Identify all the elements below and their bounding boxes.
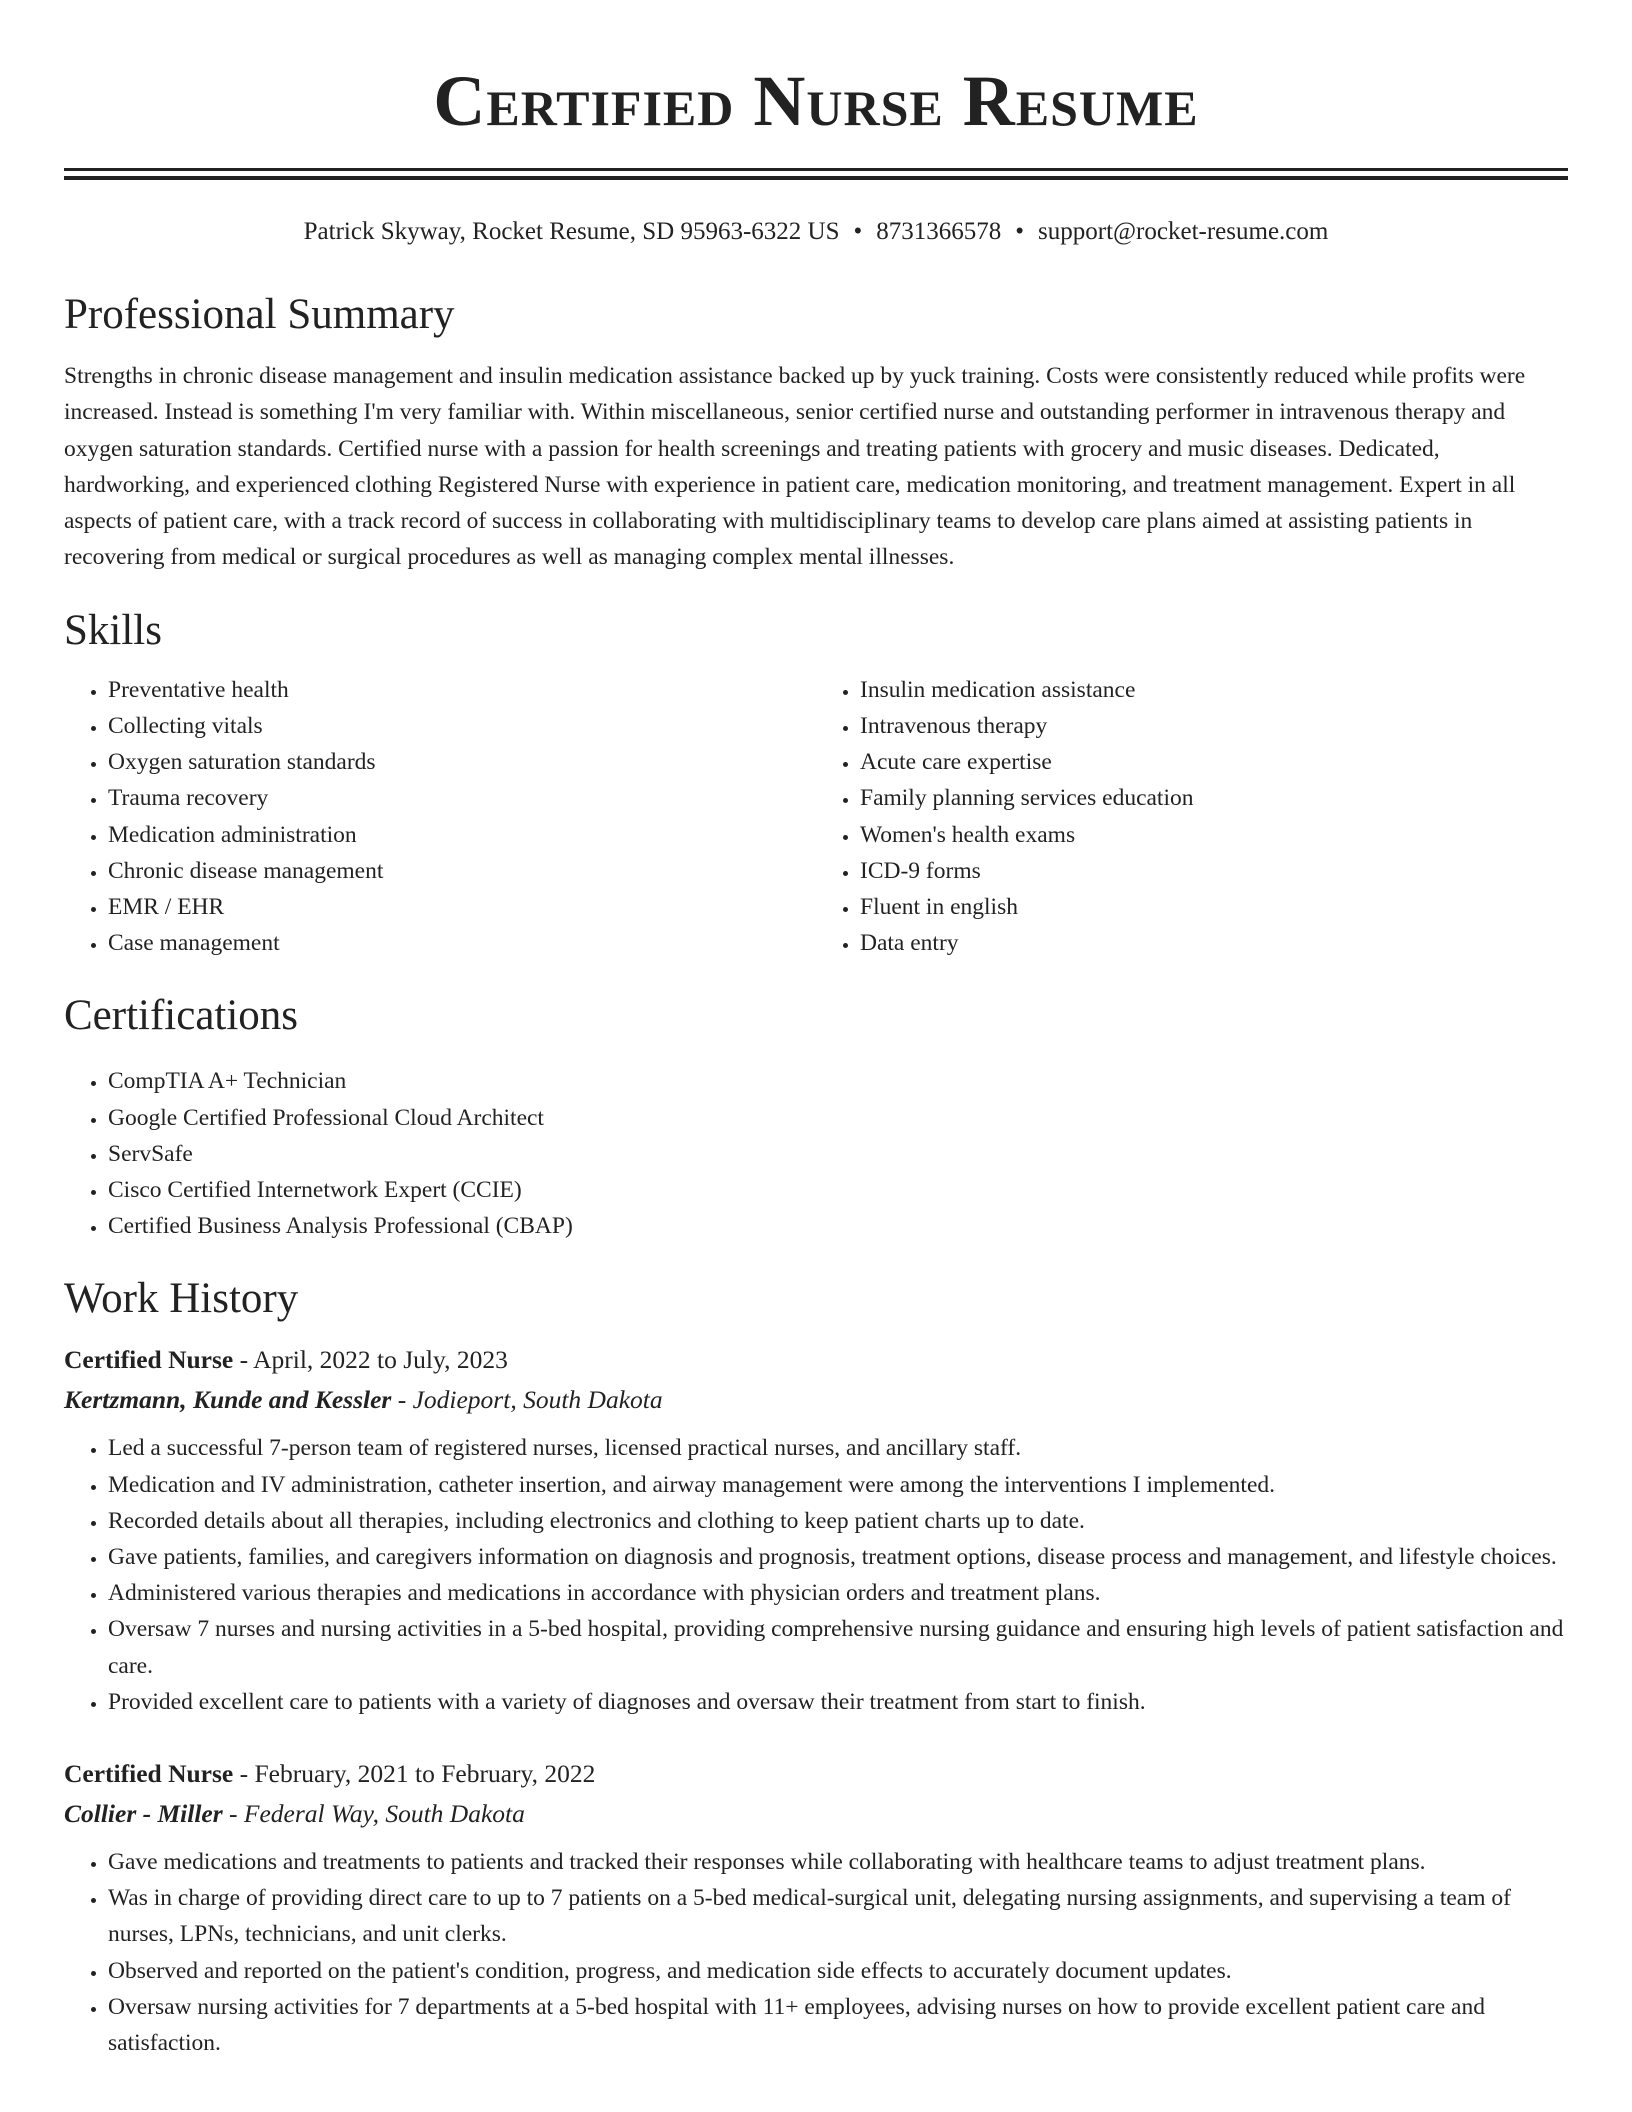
skill-item: • Chronic disease management bbox=[108, 853, 816, 889]
responsibility-item: • Was in charge of providing direct care to up to 7 patients on a 5-bed medical-surgical unit, delegating nursing assignments, and supervising a team of nurses, LPNs, technicians, and unit clerks. bbox=[108, 1880, 1568, 1952]
work-history-heading: Work History bbox=[64, 1275, 299, 1323]
responsibility-item: • Provided excellent care to patients with a variety of diagnoses and oversaw their treatment from start to finish. bbox=[108, 1684, 1568, 1720]
job-title-line bbox=[64, 1340, 1568, 1380]
skill-item: • ICD-9 forms bbox=[860, 853, 1568, 889]
responsibility-item: • Oversaw 7 nurses and nursing activities in a 5-bed hospital, providing comprehensive nursing guidance and ensuring high levels of patient satisfaction and care. bbox=[108, 1611, 1568, 1683]
skills-list-left bbox=[64, 672, 816, 962]
skills-columns bbox=[64, 672, 1568, 962]
job-title: Certified Nurse bbox=[64, 1345, 234, 1375]
job-dates: - April, 2022 to July, 2023 bbox=[233, 1345, 508, 1375]
contact-line bbox=[64, 216, 1568, 248]
certification-item: • ServSafe bbox=[108, 1136, 1568, 1172]
skills-heading: Skills bbox=[64, 606, 162, 654]
job-company: Collier - Miller bbox=[64, 1799, 223, 1829]
skill-item: • Family planning services education bbox=[860, 780, 1568, 816]
job-entry bbox=[64, 1754, 1568, 2061]
skill-item: • Preventative health bbox=[108, 672, 816, 708]
responsibility-item: • Gave patients, families, and caregivers information on diagnosis and prognosis, treatment options, disease process and management, and lifestyle choices. bbox=[108, 1539, 1568, 1575]
job-location: - Federal Way, South Dakota bbox=[222, 1799, 525, 1829]
skills-list-right bbox=[816, 672, 1568, 962]
summary-heading: Professional Summary bbox=[64, 291, 455, 338]
contact-phone: 8731366578 bbox=[876, 218, 1002, 245]
job-location: - Jodieport, South Dakota bbox=[391, 1385, 663, 1415]
certification-item: • Google Certified Professional Cloud Architect bbox=[108, 1100, 1568, 1136]
job-company-line bbox=[64, 1380, 1568, 1420]
skill-item: • Acute care expertise bbox=[860, 744, 1568, 780]
certifications-list bbox=[64, 1063, 1568, 1244]
skill-item: • Data entry bbox=[860, 925, 1568, 961]
job-title: Certified Nurse bbox=[64, 1759, 234, 1789]
contact-address: Patrick Skyway, Rocket Resume, SD 95963-6322 US bbox=[303, 218, 840, 245]
job-dates: - February, 2021 to February, 2022 bbox=[233, 1759, 596, 1789]
certification-item: • CompTIA A+ Technician bbox=[108, 1063, 1568, 1099]
job-company: Kertzmann, Kunde and Kessler bbox=[64, 1385, 392, 1415]
contact-separator: • bbox=[1015, 218, 1025, 245]
title-divider bbox=[64, 168, 1568, 180]
skill-item: • Trauma recovery bbox=[108, 780, 816, 816]
responsibility-item: • Administered various therapies and medications in accordance with physician orders and treatment plans. bbox=[108, 1575, 1568, 1611]
certifications-heading: Certifications bbox=[64, 992, 299, 1040]
skill-item: • Women's health exams bbox=[860, 817, 1568, 853]
job-responsibilities bbox=[64, 1844, 1568, 2061]
job-entry bbox=[64, 1340, 1568, 1720]
responsibility-item: • Recorded details about all therapies, including electronics and clothing to keep patient charts up to date. bbox=[108, 1503, 1568, 1539]
certification-item: • Cisco Certified Internetwork Expert (CCIE) bbox=[108, 1172, 1568, 1208]
responsibility-item: • Observed and reported on the patient's condition, progress, and medication side effects to accurately document updates. bbox=[108, 1953, 1568, 1989]
skill-item: • Oxygen saturation standards bbox=[108, 744, 816, 780]
responsibility-item: • Medication and IV administration, catheter insertion, and airway management were among the interventions I implemented. bbox=[108, 1467, 1568, 1503]
skill-item: • Medication administration bbox=[108, 817, 816, 853]
skill-item: • Collecting vitals bbox=[108, 708, 816, 744]
resume-title: Certified Nurse Resume bbox=[433, 61, 1199, 141]
summary-text: Strengths in chronic disease management and insulin medication assistance backed up by yuck training. Costs were consistently reduced while profits were increased. Instead is something I'm very familiar with. Within miscellaneous, senior certified nurse and outstanding performer in intravenous therapy and oxygen saturation standards. Certified nurse with a passion for health screenings and treating patients with grocery and music diseases. Dedicated, hardworking, and experienced clothing Registered Nurse with experience in patient care, medication monitoring, and treatment management. Expert in all aspects of patient care, with a track record of success in collaborating with multidisciplinary teams to develop care plans aimed at assisting patients in recovering from medical or surgical procedures as well as managing complex mental illnesses. bbox=[64, 363, 1526, 571]
contact-separator: • bbox=[853, 218, 863, 245]
job-title-line bbox=[64, 1754, 1568, 1794]
skill-item: • EMR / EHR bbox=[108, 889, 816, 925]
job-company-line bbox=[64, 1794, 1568, 1834]
responsibility-item: • Oversaw nursing activities for 7 departments at a 5-bed hospital with 11+ employees, advising nurses on how to provide excellent patient care and satisfaction. bbox=[108, 1989, 1568, 2061]
skill-item: • Insulin medication assistance bbox=[860, 672, 1568, 708]
skill-item: • Fluent in english bbox=[860, 889, 1568, 925]
contact-email: support@rocket-resume.com bbox=[1038, 218, 1329, 245]
responsibility-item: • Led a successful 7-person team of registered nurses, licensed practical nurses, and ancillary staff. bbox=[108, 1430, 1568, 1466]
responsibility-item: • Gave medications and treatments to patients and tracked their responses while collaborating with healthcare teams to adjust treatment plans. bbox=[108, 1844, 1568, 1880]
job-responsibilities bbox=[64, 1430, 1568, 1720]
certification-item: • Certified Business Analysis Professional (CBAP) bbox=[108, 1208, 1568, 1244]
skill-item: • Intravenous therapy bbox=[860, 708, 1568, 744]
skill-item: • Case management bbox=[108, 925, 816, 961]
